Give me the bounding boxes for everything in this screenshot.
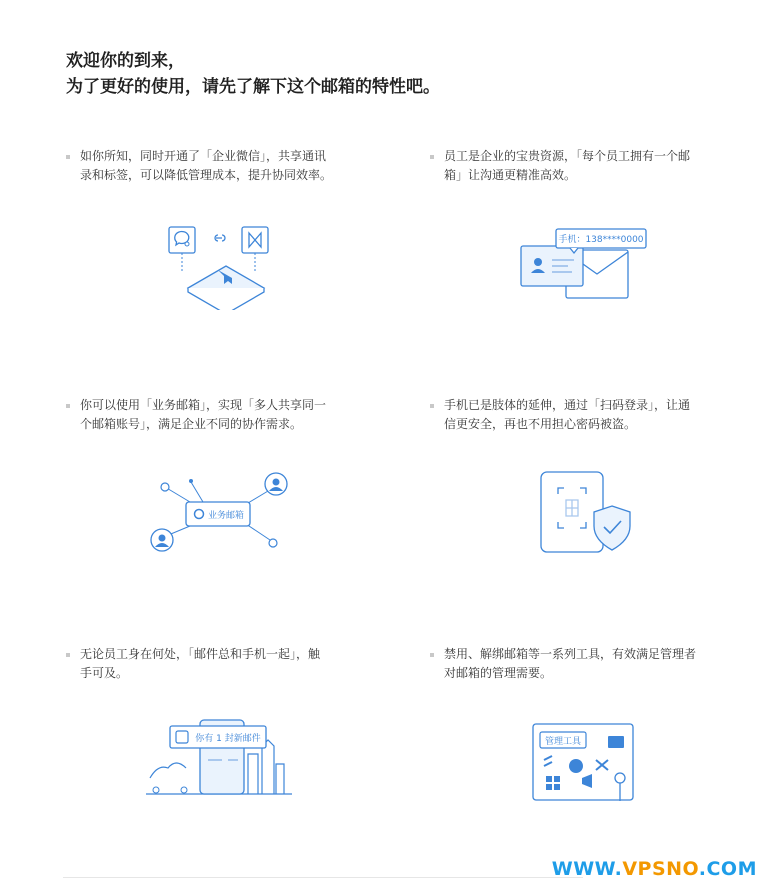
feature-text: 你可以使用「业务邮箱」，实现「多人共享同一 个邮箱账号」，满足企业不同的协作需求。 xyxy=(66,396,356,434)
feature-admin-tools xyxy=(430,645,720,683)
qr-login-shield-icon xyxy=(538,470,634,554)
feature-text: 员工是企业的宝贵资源，「每个员工拥有一个邮 箱」让沟通更精准高效。 xyxy=(430,147,720,185)
phone-number-label: 手机：138****0000 xyxy=(558,235,644,245)
admin-tools-board-icon xyxy=(530,720,638,806)
footer-divider xyxy=(63,877,583,878)
welcome-title: 欢迎你的到来， xyxy=(66,51,185,71)
employee-mail-icon xyxy=(518,228,650,302)
feature-employee-mailbox xyxy=(430,147,720,185)
feature-text: 无论员工身在何处，「邮件总和手机一起」，触 手可及。 xyxy=(66,645,356,683)
feature-text: 手机已是肢体的延伸，通过「扫码登录」，让通 信更安全，再也不用担心密码被盗。 xyxy=(430,396,720,434)
feature-qr-login xyxy=(430,396,720,434)
feature-text: 如你所知，同时开通了「企业微信」，共享通讯 录和标签，可以降低管理成本，提升协同效率。 xyxy=(66,147,356,185)
feature-text: 禁用、解绑邮箱等一系列工具，有效满足管理者 对邮箱的管理需要。 xyxy=(430,645,720,683)
welcome-subtitle: 为了更好的使用，请先了解下这个邮箱的特性吧。 xyxy=(66,77,440,97)
page-header xyxy=(66,48,440,100)
site-watermark: WWW.VPSNO.COM xyxy=(551,858,757,880)
new-mail-notice: 你有 1 封新邮件 xyxy=(195,734,261,744)
feature-wechat xyxy=(66,147,356,185)
wechat-link-icon xyxy=(160,218,280,310)
admin-tools-label: 管理工具 xyxy=(544,737,582,747)
feature-business-mailbox xyxy=(66,396,356,434)
feature-mobile-mail xyxy=(66,645,356,683)
shared-mailbox-icon xyxy=(148,470,298,556)
business-mailbox-tag: 业务邮箱 xyxy=(207,511,245,521)
city-notification-icon xyxy=(144,718,296,798)
